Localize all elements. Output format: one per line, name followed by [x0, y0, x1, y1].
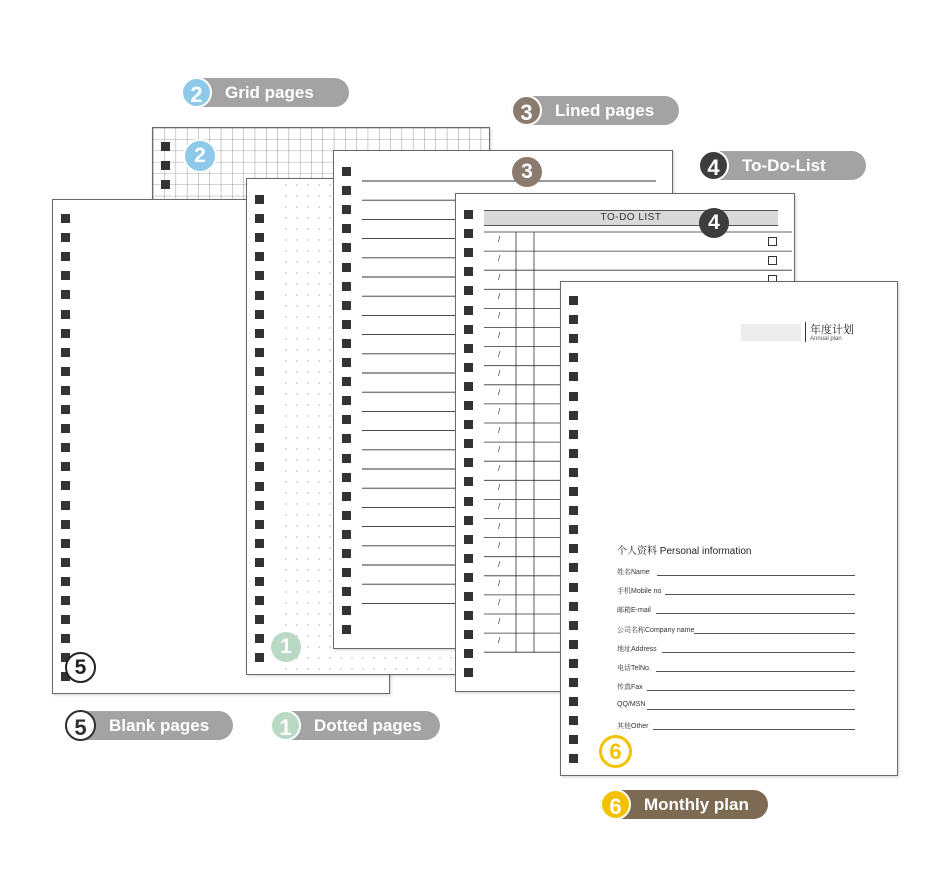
- todo-date-slash: /: [498, 406, 501, 416]
- binding-hole: [342, 263, 351, 272]
- binding-hole: [61, 501, 70, 510]
- todo-date-slash: /: [498, 502, 501, 512]
- todo-date-slash: /: [498, 387, 501, 397]
- binding-hole: [61, 481, 70, 490]
- binding-hole: [255, 367, 264, 376]
- binding-hole: [464, 344, 473, 353]
- grid-number-badge: 2: [183, 139, 217, 173]
- binding-hole: [569, 716, 578, 725]
- todo-list-header: TO-DO LIST: [484, 210, 778, 226]
- todo-number-icon: 4: [698, 150, 729, 181]
- todo-date-slash: /: [498, 273, 501, 283]
- todo-list-text: To-Do-List: [742, 156, 826, 175]
- plan-page: [560, 281, 898, 776]
- binding-hole: [255, 252, 264, 261]
- binding-hole: [464, 286, 473, 295]
- todo-date-slash: /: [498, 521, 501, 531]
- personal-info-field-line: [647, 690, 855, 691]
- todo-date-slash: /: [498, 426, 501, 435]
- plan-title-cn: 年度计划: [810, 324, 854, 336]
- binding-hole: [569, 563, 578, 572]
- binding-hole: [569, 334, 578, 343]
- binding-hole: [569, 372, 578, 381]
- binding-hole: [61, 462, 70, 471]
- binding-hole: [342, 473, 351, 482]
- blank-pages-text: Blank pages: [109, 716, 210, 735]
- binding-hole: [342, 167, 351, 176]
- binding-hole: [255, 520, 264, 529]
- binding-hole: [342, 606, 351, 615]
- todo-date-slash: /: [498, 578, 501, 588]
- binding-hole: [569, 506, 578, 515]
- binding-hole: [464, 325, 473, 334]
- personal-info-field-label: 传真Fax: [617, 684, 643, 692]
- binding-hole: [61, 348, 70, 357]
- todo-date-slash: /: [498, 445, 501, 455]
- binding-hole: [464, 630, 473, 639]
- binding-hole: [61, 310, 70, 319]
- binding-hole: [61, 520, 70, 529]
- personal-info-field-label: 手机Mobile no: [617, 588, 662, 596]
- binding-hole: [342, 339, 351, 348]
- blank-number-badge: 5: [65, 652, 96, 683]
- binding-hole: [569, 621, 578, 630]
- todo-date-slash: /: [498, 597, 501, 607]
- personal-info-field-line: [665, 594, 855, 595]
- binding-hole: [342, 625, 351, 634]
- binding-hole: [569, 392, 578, 401]
- binding-hole: [569, 602, 578, 611]
- binding-hole: [569, 678, 578, 687]
- binding-hole: [569, 659, 578, 668]
- binding-hole: [342, 282, 351, 291]
- binding-hole: [61, 539, 70, 548]
- binding-hole: [464, 248, 473, 257]
- todo-date-slash: /: [498, 540, 501, 550]
- personal-info-field-line: [694, 633, 855, 634]
- dotted-pages-label: [270, 711, 440, 740]
- todo-number-badge: 4: [699, 208, 729, 238]
- binding-hole: [61, 634, 70, 643]
- binding-hole: [342, 243, 351, 252]
- binding-hole: [464, 306, 473, 315]
- binding-hole: [255, 214, 264, 223]
- binding-hole: [342, 301, 351, 310]
- binding-hole: [61, 424, 70, 433]
- binding-hole: [464, 516, 473, 525]
- binding-hole: [342, 434, 351, 443]
- dotted-number-badge: 1: [271, 632, 301, 662]
- monthly-number-icon: 6: [600, 789, 631, 820]
- binding-hole: [464, 535, 473, 544]
- personal-info-field-line: [656, 671, 855, 672]
- binding-hole: [342, 492, 351, 501]
- binding-hole: [569, 697, 578, 706]
- binding-hole: [61, 233, 70, 242]
- binding-hole: [569, 296, 578, 305]
- binding-hole: [255, 271, 264, 280]
- binding-hole: [342, 377, 351, 386]
- binding-hole: [464, 267, 473, 276]
- binding-hole: [255, 195, 264, 204]
- binding-hole: [569, 754, 578, 763]
- todo-date-slash: /: [498, 464, 501, 474]
- binding-hole: [61, 596, 70, 605]
- personal-info-field-line: [662, 652, 855, 653]
- plan-title-en: Annual plan: [810, 336, 842, 342]
- binding-hole: [464, 210, 473, 219]
- binding-hole: [255, 501, 264, 510]
- binding-hole: [255, 310, 264, 319]
- binding-hole: [255, 596, 264, 605]
- personal-info-field-label: 地址Address: [617, 645, 657, 653]
- todo-date-slash: /: [498, 559, 501, 569]
- personal-info-field-label: 邮箱E-mail: [617, 607, 651, 615]
- binding-hole: [342, 320, 351, 329]
- binding-hole: [464, 420, 473, 429]
- binding-hole: [255, 634, 264, 643]
- binding-hole: [255, 443, 264, 452]
- binding-hole: [255, 577, 264, 586]
- dotted-pages-text: Dotted pages: [314, 716, 422, 735]
- binding-hole: [464, 363, 473, 372]
- personal-info-field-label: 其他Other: [617, 722, 649, 730]
- binding-hole: [61, 443, 70, 452]
- personal-info-field-label: QQ/MSN: [617, 701, 646, 709]
- binding-hole: [569, 315, 578, 324]
- blank-number-icon: 5: [65, 710, 96, 741]
- binding-hole: [464, 668, 473, 677]
- personal-info-field-line: [657, 575, 855, 576]
- plan-title-box: [741, 324, 801, 341]
- todo-checkbox: [768, 256, 777, 265]
- binding-hole: [342, 396, 351, 405]
- binding-hole: [464, 439, 473, 448]
- plan-title-divider: [805, 322, 806, 342]
- todo-date-slash: /: [498, 330, 501, 340]
- binding-hole: [255, 615, 264, 624]
- todo-date-slash: /: [498, 368, 501, 378]
- monthly-plan-text: Monthly plan: [644, 795, 749, 814]
- binding-hole: [569, 353, 578, 362]
- personal-info-field-label: 电话TelNo.: [617, 665, 651, 672]
- binding-hole: [569, 544, 578, 553]
- todo-date-slash: /: [498, 349, 501, 359]
- binding-hole: [569, 525, 578, 534]
- binding-hole: [569, 487, 578, 496]
- todo-date-slash: /: [498, 254, 501, 264]
- binding-hole: [464, 458, 473, 467]
- binding-hole: [61, 252, 70, 261]
- binding-hole: [464, 649, 473, 658]
- lined-number-icon: 3: [511, 95, 542, 126]
- binding-hole: [342, 415, 351, 424]
- binding-hole: [569, 640, 578, 649]
- grid-pages-text: Grid pages: [225, 83, 314, 102]
- binding-hole: [161, 180, 170, 189]
- binding-hole: [342, 587, 351, 596]
- todo-date-slash: /: [498, 617, 501, 626]
- lined-pages-label: [511, 96, 679, 125]
- binding-hole: [255, 424, 264, 433]
- todo-list-label: [698, 151, 866, 180]
- todo-date-slash: /: [498, 292, 501, 302]
- personal-info-field-line: [653, 729, 855, 730]
- binding-hole: [569, 411, 578, 420]
- binding-hole: [255, 386, 264, 395]
- binding-hole: [342, 454, 351, 463]
- binding-hole: [569, 468, 578, 477]
- binding-hole: [569, 735, 578, 744]
- binding-hole: [255, 348, 264, 357]
- lined-pages-text: Lined pages: [555, 101, 655, 120]
- binding-hole: [255, 291, 264, 300]
- grid-number-icon: 2: [181, 77, 212, 108]
- binding-hole: [255, 482, 264, 491]
- binding-hole: [255, 329, 264, 338]
- binding-hole: [342, 358, 351, 367]
- binding-hole: [255, 539, 264, 548]
- monthly-plan-label: [600, 790, 768, 819]
- dotted-number-icon: 1: [270, 710, 301, 741]
- binding-hole: [464, 477, 473, 486]
- binding-hole: [61, 615, 70, 624]
- binding-hole: [342, 530, 351, 539]
- binding-hole: [464, 592, 473, 601]
- binding-hole: [342, 511, 351, 520]
- binding-hole: [342, 186, 351, 195]
- binding-hole: [464, 229, 473, 238]
- binding-hole: [61, 271, 70, 280]
- binding-hole: [61, 329, 70, 338]
- personal-info-field-line: [647, 709, 855, 710]
- binding-hole: [464, 382, 473, 391]
- binding-hole: [255, 558, 264, 567]
- personal-info-field-line: [656, 613, 855, 614]
- binding-hole: [61, 386, 70, 395]
- binding-hole: [342, 549, 351, 558]
- binding-hole: [255, 233, 264, 242]
- todo-date-slash: /: [498, 636, 501, 646]
- grid-pages-label: [181, 78, 349, 107]
- binding-hole: [61, 405, 70, 414]
- binding-hole: [61, 577, 70, 586]
- binding-hole: [255, 653, 264, 662]
- lined-number-badge: 3: [512, 157, 542, 187]
- binding-hole: [255, 462, 264, 471]
- binding-hole: [464, 554, 473, 563]
- binding-hole: [161, 142, 170, 151]
- binding-hole: [61, 290, 70, 299]
- binding-hole: [61, 214, 70, 223]
- plan-number-badge: 6: [599, 735, 632, 768]
- todo-date-slash: /: [498, 235, 501, 244]
- binding-hole: [161, 161, 170, 170]
- blank-pages-label: [65, 711, 233, 740]
- binding-hole: [61, 367, 70, 376]
- binding-hole: [464, 611, 473, 620]
- todo-date-slash: /: [498, 483, 501, 493]
- binding-hole: [464, 401, 473, 410]
- binding-hole: [464, 497, 473, 506]
- binding-hole: [569, 583, 578, 592]
- personal-info-field-label: 公司名称Company name: [617, 626, 695, 634]
- personal-info-field-label: 姓名Name: [617, 569, 650, 576]
- personal-info-heading: 个人资料 Personal information: [617, 546, 752, 557]
- binding-hole: [255, 405, 264, 414]
- binding-hole: [61, 558, 70, 567]
- binding-hole: [464, 573, 473, 582]
- todo-checkbox: [768, 237, 777, 246]
- binding-hole: [569, 449, 578, 458]
- binding-hole: [342, 224, 351, 233]
- binding-hole: [342, 205, 351, 214]
- binding-hole: [569, 430, 578, 439]
- todo-date-slash: /: [498, 311, 501, 321]
- binding-hole: [342, 568, 351, 577]
